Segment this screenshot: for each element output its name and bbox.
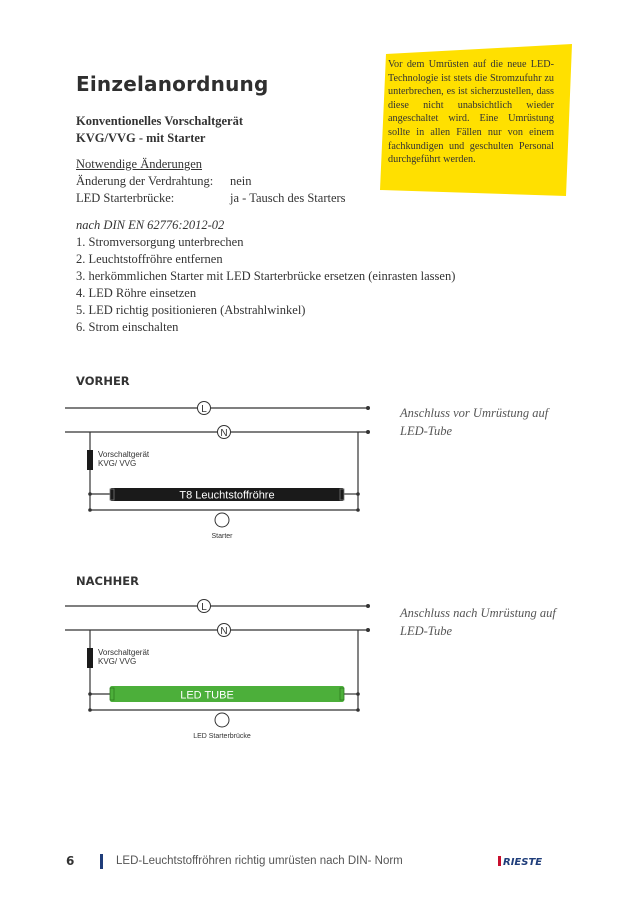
terminal-dot (366, 604, 370, 608)
label-n: N (220, 626, 228, 637)
before-heading: VORHER (76, 374, 130, 388)
before-annotation-line2: LED-Tube (400, 424, 453, 438)
safety-note: Vor dem Umrüsten auf die neue LED-Technologie ist stets die Stromzufuhr zu unterbrechen, es ist sicherzustellen, dass diese nicht unabsichtlich wieder angeschaltet wird. Eine Umrüstung sollte in allen Fällen nur von einem fachkundigen und geschulten Personal durchgeführt werden. (388, 59, 554, 166)
starter-label: Starter (211, 533, 233, 540)
ballast-symbol (87, 648, 93, 668)
tube-label: LED TUBE (180, 689, 234, 702)
before-annotation-line1: Anschluss vor Umrüstung auf (400, 406, 549, 420)
norm-reference: nach DIN EN 62776:2012-02 (76, 218, 225, 232)
footer-divider (100, 854, 103, 869)
ballast-label-line2: KVG/ VVG (98, 459, 137, 468)
ballast-label-line2: KVG/ VVG (98, 657, 137, 666)
junction-dot (88, 508, 92, 512)
starter-bridge-symbol (215, 713, 229, 727)
ballast-label-line1: Vorschaltgerät (98, 450, 150, 459)
after-annotation-line1: Anschluss nach Umrüstung auf (400, 606, 556, 620)
ballast-symbol (87, 450, 93, 470)
logo-text: RIESTE (503, 857, 543, 868)
starter-bridge-label: LED Starterbrücke (193, 733, 251, 740)
terminal-dot (366, 430, 370, 434)
page-number: 6 (66, 854, 75, 868)
ballast-label-line1: Vorschaltgerät (98, 648, 150, 657)
junction-dot (356, 508, 360, 512)
tube-label: T8 Leuchtstoffröhre (179, 489, 275, 502)
change2-label: LED Starterbrücke: (76, 191, 175, 205)
step-item: 6. Strom einschalten (76, 320, 179, 334)
page-title: Einzelanordnung (76, 72, 269, 96)
junction-dot (88, 492, 92, 496)
changes-heading: Notwendige Änderungen (76, 157, 203, 171)
step-item: 5. LED richtig positionieren (Abstrahlwinkel) (76, 303, 306, 317)
step-item: 3. herkömmlichen Starter mit LED Starterbrücke ersetzen (einrasten lassen) (76, 269, 456, 283)
subtitle-line1: Konventionelles Vorschaltgerät (76, 114, 244, 128)
footer-text: LED-Leuchtstoffröhren richtig umrüsten nach DIN- Norm (116, 855, 403, 867)
junction-dot (88, 708, 92, 712)
terminal-dot (366, 628, 370, 632)
label-n: N (220, 428, 228, 439)
label-l: L (201, 404, 207, 415)
starter-symbol (215, 513, 229, 527)
junction-dot (356, 692, 360, 696)
rieste-logo (498, 853, 554, 869)
change1-value: nein (230, 174, 252, 188)
after-annotation-line2: LED-Tube (400, 624, 453, 638)
junction-dot (88, 692, 92, 696)
change1-label: Änderung der Verdrahtung: (76, 174, 214, 188)
subtitle-line2: KVG/VVG - mit Starter (76, 131, 206, 145)
step-item: 4. LED Röhre einsetzen (76, 286, 197, 300)
step-item: 1. Stromversorgung unterbrechen (76, 235, 244, 249)
label-l: L (201, 602, 207, 613)
terminal-dot (366, 406, 370, 410)
junction-dot (356, 492, 360, 496)
after-heading: NACHHER (76, 574, 139, 588)
change2-value: ja - Tausch des Starters (230, 191, 346, 205)
junction-dot (356, 708, 360, 712)
step-item: 2. Leuchtstoffröhre entfernen (76, 252, 223, 266)
